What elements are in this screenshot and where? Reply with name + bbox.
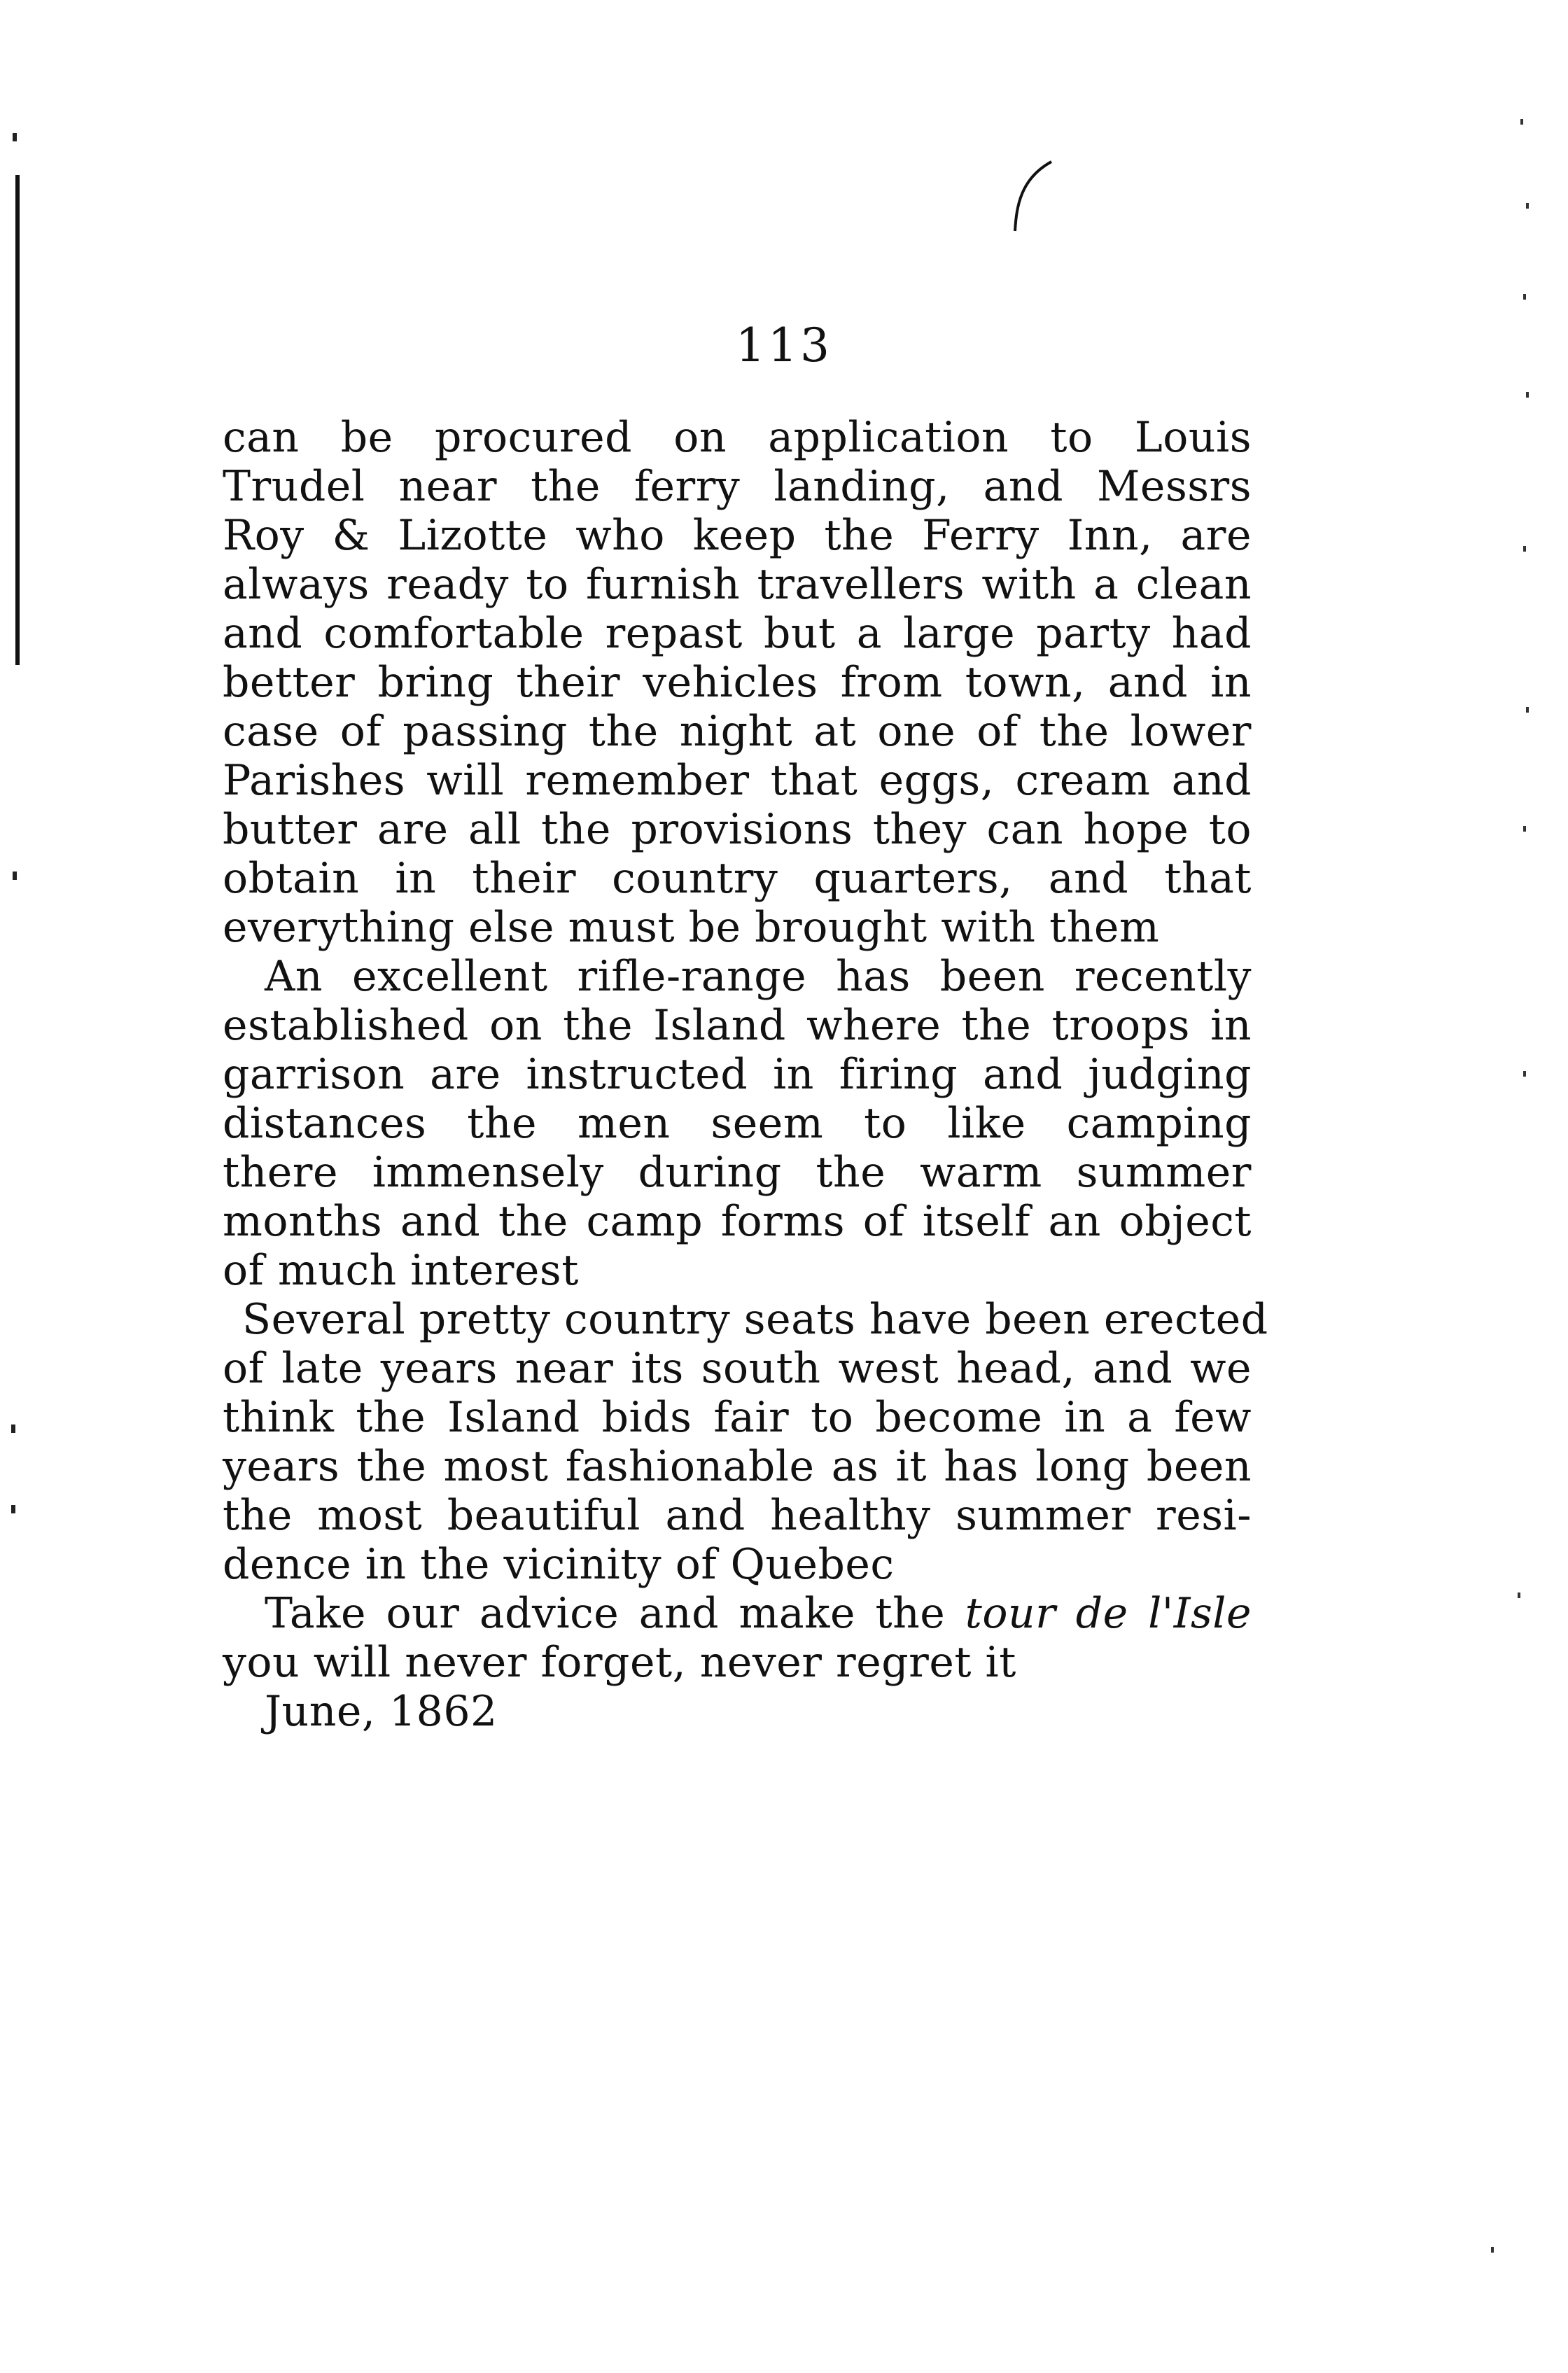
text-line: years the most fashionable as it has long been	[223, 1442, 1252, 1491]
text-line: and comfortable repast but a large party had	[223, 609, 1252, 658]
scan-speck	[1518, 1592, 1520, 1598]
scan-edge-line	[15, 175, 20, 665]
text-line: established on the Island where the troops in	[223, 1001, 1252, 1050]
scan-speck	[1526, 203, 1529, 209]
text-line: better bring their vehicles from town, and in	[223, 658, 1252, 707]
text-line: of much interest	[223, 1246, 579, 1295]
text-line: case of passing the night at one of the lower	[223, 707, 1252, 756]
body-text	[223, 413, 1268, 1736]
advice-prefix: Take our advice and make the	[265, 1589, 946, 1638]
scan-speck	[1523, 826, 1526, 832]
text-line: always ready to furnish travellers with a clean	[223, 560, 1252, 609]
text-line: An excellent rifle-range has been recently	[265, 952, 1252, 1001]
page-number: 113	[736, 318, 832, 372]
text-line: there immensely during the warm summer	[223, 1148, 1252, 1197]
closing-advice-line	[223, 1589, 1252, 1638]
scan-speck	[11, 1505, 15, 1513]
pen-mark-icon	[1008, 158, 1057, 234]
scan-speck	[1520, 119, 1523, 125]
scan-speck	[1526, 707, 1529, 713]
scan-speck	[1523, 1071, 1526, 1077]
text-line: Parishes will remember that eggs, cream and	[223, 756, 1252, 805]
scan-speck	[1491, 2247, 1494, 2253]
text-line: think the Island bids fair to become in a few	[223, 1393, 1252, 1442]
scan-speck	[1523, 546, 1526, 552]
text-line: you will never forget, never regret it	[223, 1638, 1016, 1687]
scan-speck	[1523, 294, 1526, 300]
text-line: the most beautiful and healthy summer resi-	[223, 1491, 1252, 1540]
scan-speck	[13, 872, 17, 880]
text-line: butter are all the provisions they can hope to	[223, 805, 1252, 854]
text-line: Trudel near the ferry landing, and Messrs	[223, 462, 1252, 511]
text-line: obtain in their country quarters, and that	[223, 854, 1252, 903]
text-line: garrison are instructed in firing and judging	[223, 1050, 1252, 1099]
advice-italic-phrase: tour de l'Isle	[965, 1589, 1252, 1638]
text-line: everything else must be brought with them	[223, 903, 1160, 952]
text-line: distances the men seem to like camping	[223, 1099, 1252, 1148]
scan-speck	[1526, 392, 1529, 398]
text-line: Several pretty country seats have been erected	[242, 1295, 1268, 1344]
scan-speck	[13, 133, 17, 141]
text-line: dence in the vicinity of Quebec	[223, 1540, 895, 1589]
text-line: Roy & Lizotte who keep the Ferry Inn, are	[223, 511, 1252, 560]
text-line: months and the camp forms of itself an object	[223, 1197, 1252, 1246]
text-line: can be procured on application to Louis	[223, 413, 1252, 462]
text-line: of late years near its south west head, and we	[223, 1344, 1252, 1393]
closing-date: June, 1862	[265, 1687, 498, 1736]
scan-speck	[11, 1424, 15, 1433]
